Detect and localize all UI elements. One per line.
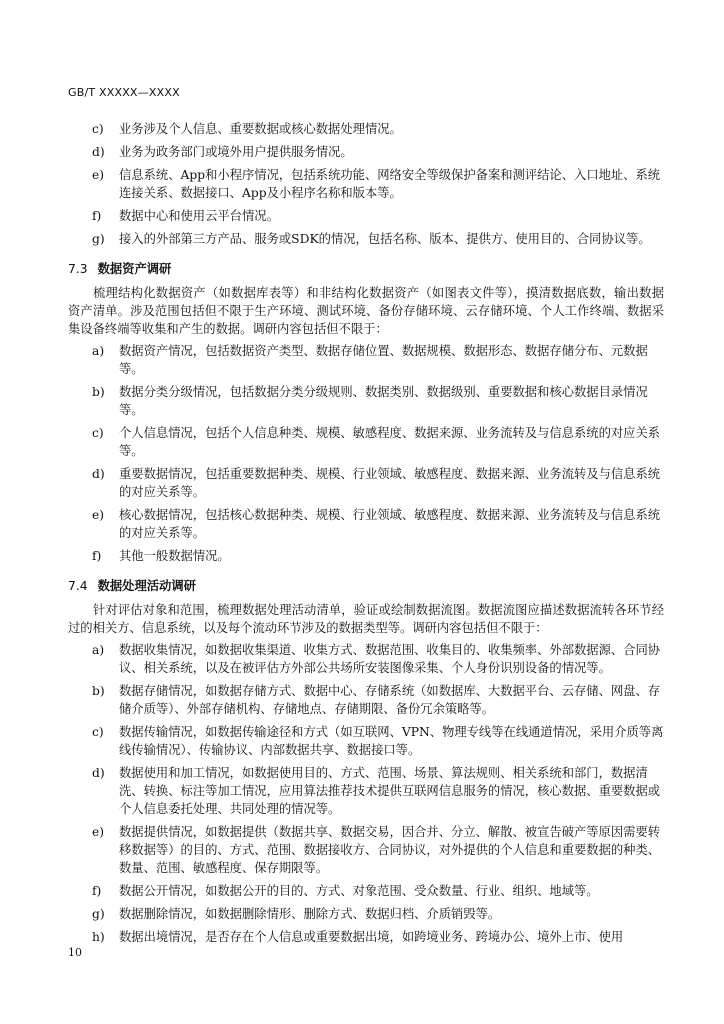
list-marker: g) xyxy=(92,232,105,246)
list-item xyxy=(68,383,664,419)
section-7-3-intro: 梳理结构化数据资产（如数据库表等）和非结构化数据资产（如图表文件等），摸清数据底数，输出数据资产清单。涉及范围包括但不限于生产环境、测试环境、备份存储环境、云存储环境、个人工作终端、数据采集设备终端等收集和产生的数据。调研内容包括但不限于： xyxy=(68,286,664,336)
list-marker: c) xyxy=(92,122,104,136)
list-marker: f) xyxy=(92,209,102,223)
list-marker: e) xyxy=(92,508,105,522)
list-top xyxy=(68,120,664,248)
list-marker: e) xyxy=(92,168,105,182)
list-item-text: 业务为政务部门或境外用户提供服务情况。 xyxy=(119,145,353,159)
list-marker: c) xyxy=(92,725,104,739)
section-title: 数据资产调研 xyxy=(97,262,172,276)
list-item-text: 数据传输情况，如数据传输途径和方式（如互联网、VPN、物理专线等在线通道情况，采用介质等离线传输情况）、传输协议、内部数据共享、数据接口等。 xyxy=(119,725,664,757)
section-title: 数据处理活动调研 xyxy=(97,579,196,593)
list-marker: c) xyxy=(92,426,104,440)
list-item-text: 核心数据情况，包括核心数据种类、规模、行业领域、敏感程度、数据来源、业务流转及与信息系统的对应关系等。 xyxy=(119,508,661,540)
list-marker: b) xyxy=(92,684,105,698)
list-item xyxy=(68,207,664,225)
list-marker: e) xyxy=(92,825,105,839)
section-7-3-heading xyxy=(68,260,664,278)
list-item-text: 数据中心和使用云平台情况。 xyxy=(119,209,279,223)
list-item-text: 重要数据情况，包括重要数据种类、规模、行业领域、敏感程度、数据来源、业务流转及与信息系统的对应关系等。 xyxy=(119,467,661,499)
list-marker: f) xyxy=(92,884,102,898)
list-marker: a) xyxy=(92,643,105,657)
list-item-text: 数据存储情况，如数据存储方式、数据中心、存储系统（如数据库、大数据平台、云存储、网盘、存储介质等）、外部存储机构、存储地点、存储期限、备份冗余策略等。 xyxy=(119,684,661,716)
list-item xyxy=(68,641,664,677)
list-item xyxy=(68,682,664,718)
list-marker: g) xyxy=(92,907,105,921)
section-number: 7.3 xyxy=(68,262,88,276)
list-item-text: 接入的外部第三方产品、服务或SDK的情况，包括名称、版本、提供方、使用目的、合同协议等。 xyxy=(119,232,651,246)
list-item-text: 数据资产情况，包括数据资产类型、数据存储位置、数据规模、数据形态、数据存储分布、元数据等。 xyxy=(119,344,648,376)
list-item xyxy=(68,120,664,138)
list-item xyxy=(68,230,664,248)
document-code: GB/T XXXXX—XXXX xyxy=(68,86,180,99)
list-marker: a) xyxy=(92,344,105,358)
list-item xyxy=(68,823,664,877)
list-item xyxy=(68,465,664,501)
list-item xyxy=(68,166,664,202)
list-marker: d) xyxy=(92,467,105,481)
section-number: 7.4 xyxy=(68,579,88,593)
list-marker: f) xyxy=(92,549,102,563)
list-item xyxy=(68,928,664,946)
list-item xyxy=(68,905,664,923)
list-item-text: 信息系统、App和小程序情况，包括系统功能、网络安全等级保护备案和测评结论、入口地址、系统连接关系、数据接口、App及小程序名称和版本等。 xyxy=(119,168,661,200)
list-marker: h) xyxy=(92,930,105,944)
page-number: 10 xyxy=(68,946,82,959)
list-item-text: 其他一般数据情况。 xyxy=(119,549,230,563)
list-marker: d) xyxy=(92,145,105,159)
section-7-4-list xyxy=(68,641,664,946)
list-marker: b) xyxy=(92,385,105,399)
list-item-text: 数据删除情况，如数据删除情形、删除方式、数据归档、介质销毁等。 xyxy=(119,907,501,921)
list-item-text: 业务涉及个人信息、重要数据或核心数据处理情况。 xyxy=(119,122,402,136)
list-item xyxy=(68,764,664,818)
list-item-text: 数据出境情况，是否存在个人信息或重要数据出境，如跨境业务、跨境办公、境外上市、使用 xyxy=(119,930,624,944)
section-7-4-heading xyxy=(68,577,664,595)
list-item xyxy=(68,723,664,759)
list-marker: d) xyxy=(92,766,105,780)
list-item-text: 数据提供情况，如数据提供（数据共享、数据交易，因合并、分立、解散、被宣告破产等原因需要转移数据等）的目的、方式、范围、数据接收方、合同协议，对外提供的个人信息和重要数据的种类、数量、范围、敏感程度、保存期限等。 xyxy=(119,825,661,875)
list-item xyxy=(68,342,664,378)
list-item-text: 数据公开情况，如数据公开的目的、方式、对象范围、受众数量、行业、组织、地域等。 xyxy=(119,884,599,898)
section-7-3-list xyxy=(68,342,664,565)
section-7-4-intro: 针对评估对象和范围，梳理数据处理活动清单，验证或绘制数据流图。数据流图应描述数据流转各环节经过的相关方、信息系统，以及每个流动环节涉及的数据类型等。调研内容包括但不限于： xyxy=(68,603,664,635)
page-content xyxy=(68,120,664,946)
list-item xyxy=(68,424,664,460)
list-item-text: 数据收集情况，如数据收集渠道、收集方式、数据范围、收集目的、收集频率、外部数据源、合同协议、相关系统，以及在被评估方外部公共场所安装图像采集、个人身份识别设备的情况等。 xyxy=(119,643,661,675)
list-item-text: 数据使用和加工情况，如数据使用目的、方式、范围、场景、算法规则、相关系统和部门，数据清洗、转换、标注等加工情况，应用算法推荐技术提供互联网信息服务的情况，核心数据、重要数据或个人信息委托处理、共同处理的情况等。 xyxy=(119,766,661,816)
list-item xyxy=(68,143,664,161)
list-item xyxy=(68,882,664,900)
list-item xyxy=(68,547,664,565)
list-item-text: 数据分类分级情况，包括数据分类分级规则、数据类别、数据级别、重要数据和核心数据目录情况等。 xyxy=(119,385,648,417)
list-item xyxy=(68,506,664,542)
list-item-text: 个人信息情况，包括个人信息种类、规模、敏感程度、数据来源、业务流转及与信息系统的对应关系等。 xyxy=(119,426,661,458)
